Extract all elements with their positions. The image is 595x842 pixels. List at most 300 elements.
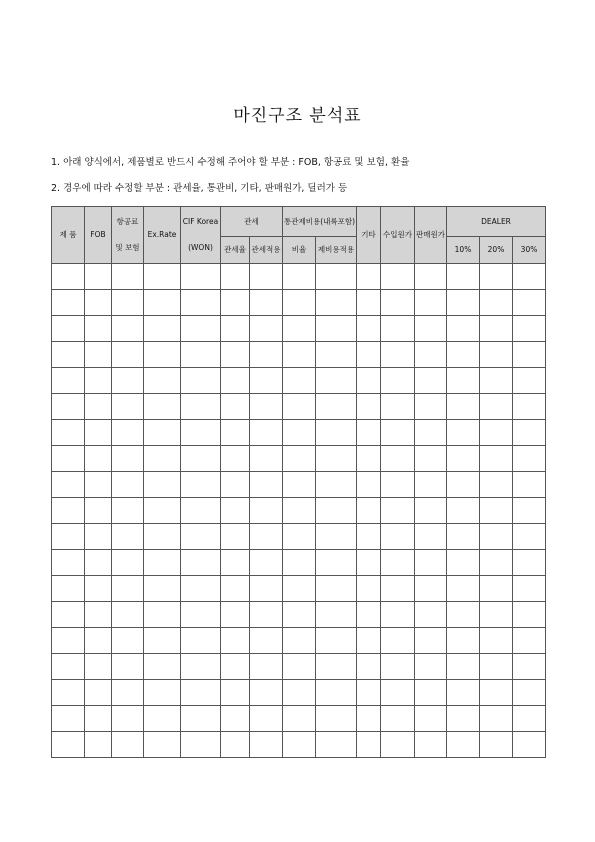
table-cell[interactable] [250,472,283,498]
table-cell[interactable] [250,706,283,732]
table-cell[interactable] [250,550,283,576]
table-cell[interactable] [381,394,415,420]
table-cell[interactable] [221,628,250,654]
table-cell[interactable] [415,446,447,472]
table-cell[interactable] [316,472,357,498]
table-cell[interactable] [250,316,283,342]
table-cell[interactable] [447,394,480,420]
table-cell[interactable] [357,706,381,732]
table-cell[interactable] [381,498,415,524]
table-cell[interactable] [144,732,181,758]
table-cell[interactable] [85,732,112,758]
table-cell[interactable] [415,368,447,394]
table-cell[interactable] [415,550,447,576]
table-cell[interactable] [181,368,221,394]
table-cell[interactable] [52,342,85,368]
table-cell[interactable] [415,524,447,550]
table-cell[interactable] [283,420,316,446]
table-cell[interactable] [283,472,316,498]
table-cell[interactable] [513,602,546,628]
table-cell[interactable] [415,732,447,758]
table-cell[interactable] [316,576,357,602]
table-cell[interactable] [513,576,546,602]
table-cell[interactable] [415,654,447,680]
table-cell[interactable] [513,706,546,732]
table-cell[interactable] [112,290,144,316]
table-cell[interactable] [181,498,221,524]
table-cell[interactable] [144,524,181,550]
table-cell[interactable] [381,420,415,446]
table-cell[interactable] [112,316,144,342]
table-cell[interactable] [52,368,85,394]
table-cell[interactable] [283,316,316,342]
table-cell[interactable] [357,680,381,706]
table-cell[interactable] [283,732,316,758]
table-cell[interactable] [181,420,221,446]
table-cell[interactable] [513,680,546,706]
table-cell[interactable] [316,394,357,420]
table-cell[interactable] [250,290,283,316]
table-cell[interactable] [85,420,112,446]
table-cell[interactable] [316,628,357,654]
table-cell[interactable] [250,576,283,602]
table-cell[interactable] [447,368,480,394]
table-cell[interactable] [283,576,316,602]
table-cell[interactable] [480,576,513,602]
table-row [52,446,546,472]
table-cell[interactable] [144,498,181,524]
table-cell[interactable] [480,602,513,628]
table-cell[interactable] [357,290,381,316]
table-cell[interactable] [221,368,250,394]
table-cell[interactable] [85,290,112,316]
table-cell[interactable] [221,576,250,602]
table-cell[interactable] [221,290,250,316]
table-cell[interactable] [112,342,144,368]
table-cell[interactable] [381,602,415,628]
table-row [52,524,546,550]
table-cell[interactable] [415,342,447,368]
table-cell[interactable] [250,628,283,654]
table-cell[interactable] [480,316,513,342]
table-cell[interactable] [447,472,480,498]
table-cell[interactable] [381,550,415,576]
table-cell[interactable] [181,290,221,316]
table-cell[interactable] [52,420,85,446]
table-cell[interactable] [112,654,144,680]
table-cell[interactable] [513,654,546,680]
table-cell[interactable] [357,342,381,368]
page-title: 마진구조 분석표 [233,106,362,126]
table-cell[interactable] [283,498,316,524]
table-cell[interactable] [513,264,546,290]
table-cell[interactable] [381,342,415,368]
table-cell[interactable] [513,498,546,524]
table-cell[interactable] [316,524,357,550]
table-cell[interactable] [316,290,357,316]
table-cell[interactable] [52,290,85,316]
table-cell[interactable] [181,472,221,498]
table-cell[interactable] [112,524,144,550]
table-cell[interactable] [85,654,112,680]
table-cell[interactable] [316,732,357,758]
table-cell[interactable] [144,290,181,316]
table-cell[interactable] [221,680,250,706]
table-cell[interactable] [513,472,546,498]
table-cell[interactable] [283,290,316,316]
table-cell[interactable] [181,576,221,602]
table-cell[interactable] [381,628,415,654]
table-cell[interactable] [181,342,221,368]
table-cell[interactable] [480,732,513,758]
table-cell[interactable] [283,602,316,628]
table-cell[interactable] [221,394,250,420]
table-cell[interactable] [480,524,513,550]
table-cell[interactable] [181,394,221,420]
table-cell[interactable] [221,654,250,680]
table-cell[interactable] [221,316,250,342]
table-cell[interactable] [52,498,85,524]
table-cell[interactable] [316,446,357,472]
table-cell[interactable] [447,576,480,602]
table-cell[interactable] [85,628,112,654]
table-cell[interactable] [52,264,85,290]
table-cell[interactable] [381,316,415,342]
table-cell[interactable] [357,472,381,498]
table-cell[interactable] [357,628,381,654]
table-cell[interactable] [112,732,144,758]
table-cell[interactable] [480,498,513,524]
table-cell[interactable] [357,498,381,524]
table-cell[interactable] [250,446,283,472]
table-cell[interactable] [447,316,480,342]
table-cell[interactable] [250,394,283,420]
table-cell[interactable] [381,680,415,706]
table-cell[interactable] [221,732,250,758]
table-cell[interactable] [250,420,283,446]
table-row [52,420,546,446]
table-cell[interactable] [144,706,181,732]
table-cell[interactable] [447,732,480,758]
table-cell[interactable] [357,368,381,394]
table-cell[interactable] [52,732,85,758]
table-cell[interactable] [144,576,181,602]
table-cell[interactable] [250,524,283,550]
table-body [52,264,546,758]
table-cell[interactable] [415,420,447,446]
table-cell[interactable] [144,680,181,706]
table-cell[interactable] [181,628,221,654]
table-cell[interactable] [112,472,144,498]
table-cell[interactable] [221,550,250,576]
table-cell[interactable] [181,446,221,472]
table-cell[interactable] [52,550,85,576]
table-cell[interactable] [357,732,381,758]
table-cell[interactable] [415,316,447,342]
table-cell[interactable] [381,368,415,394]
table-cell[interactable] [480,394,513,420]
table-cell[interactable] [283,394,316,420]
table-cell[interactable] [316,680,357,706]
table-cell[interactable] [181,602,221,628]
table-cell[interactable] [357,264,381,290]
table-cell[interactable] [52,524,85,550]
table-cell[interactable] [52,680,85,706]
table-cell[interactable] [144,368,181,394]
table-cell[interactable] [415,264,447,290]
header-customs: 관세 [221,207,283,237]
table-cell[interactable] [144,264,181,290]
table-cell[interactable] [513,316,546,342]
table-cell[interactable] [85,524,112,550]
header-airfare-line2: 및 보험 [115,243,140,252]
table-cell[interactable] [181,732,221,758]
table-cell[interactable] [447,628,480,654]
table-cell[interactable] [250,680,283,706]
table-cell[interactable] [181,706,221,732]
table-cell[interactable] [480,550,513,576]
table-cell[interactable] [381,524,415,550]
table-cell[interactable] [85,706,112,732]
table-cell[interactable] [415,576,447,602]
table-cell[interactable] [316,264,357,290]
table-cell[interactable] [357,420,381,446]
table-cell[interactable] [112,706,144,732]
table-cell[interactable] [144,420,181,446]
table-cell[interactable] [357,316,381,342]
table-cell[interactable] [480,342,513,368]
table-cell[interactable] [357,524,381,550]
table-cell[interactable] [283,654,316,680]
table-cell[interactable] [52,472,85,498]
table-cell[interactable] [85,342,112,368]
table-cell[interactable] [480,680,513,706]
table-cell[interactable] [144,654,181,680]
table-cell[interactable] [447,654,480,680]
table-cell[interactable] [144,628,181,654]
table-cell[interactable] [52,654,85,680]
table-cell[interactable] [316,706,357,732]
table-cell[interactable] [480,264,513,290]
table-cell[interactable] [112,550,144,576]
header-sales-cost: 판매원가 [415,207,447,264]
table-cell[interactable] [85,602,112,628]
table-cell[interactable] [513,732,546,758]
table-cell[interactable] [250,602,283,628]
table-cell[interactable] [144,472,181,498]
table-cell[interactable] [221,706,250,732]
table-cell[interactable] [283,342,316,368]
header-cif-korea [181,207,221,264]
table-cell[interactable] [415,290,447,316]
table-cell[interactable] [415,472,447,498]
table-cell[interactable] [112,264,144,290]
table-cell[interactable] [316,420,357,446]
table-cell[interactable] [112,602,144,628]
table-cell[interactable] [112,498,144,524]
table-row [52,394,546,420]
table-cell[interactable] [447,524,480,550]
table-cell[interactable] [221,524,250,550]
table-cell[interactable] [221,602,250,628]
table-cell[interactable] [381,290,415,316]
table-cell[interactable] [357,602,381,628]
table-cell[interactable] [513,368,546,394]
table-cell[interactable] [283,368,316,394]
table-cell[interactable] [221,446,250,472]
table-cell[interactable] [357,654,381,680]
table-cell[interactable] [381,446,415,472]
table-cell[interactable] [415,498,447,524]
table-cell[interactable] [316,602,357,628]
table-cell[interactable] [316,550,357,576]
table-cell[interactable] [112,576,144,602]
table-cell[interactable] [221,342,250,368]
table-cell[interactable] [447,680,480,706]
table-cell[interactable] [112,368,144,394]
table-cell[interactable] [283,524,316,550]
table-cell[interactable] [85,550,112,576]
table-cell[interactable] [480,290,513,316]
table-cell[interactable] [112,628,144,654]
table-cell[interactable] [513,342,546,368]
table-cell[interactable] [513,524,546,550]
table-cell[interactable] [181,550,221,576]
table-cell[interactable] [112,394,144,420]
table-cell[interactable] [447,290,480,316]
table-cell[interactable] [447,498,480,524]
table-cell[interactable] [381,654,415,680]
table-cell[interactable] [447,706,480,732]
table-cell[interactable] [283,264,316,290]
header-fob: FOB [85,207,112,264]
table-cell[interactable] [250,654,283,680]
table-cell[interactable] [221,420,250,446]
table-cell[interactable] [513,420,546,446]
table-cell[interactable] [513,290,546,316]
table-cell[interactable] [144,394,181,420]
table-cell[interactable] [316,498,357,524]
table-cell[interactable] [144,316,181,342]
table-cell[interactable] [283,706,316,732]
table-cell[interactable] [283,550,316,576]
table-cell[interactable] [52,394,85,420]
table-cell[interactable] [52,602,85,628]
table-cell[interactable] [381,264,415,290]
table-cell[interactable] [283,446,316,472]
table-cell[interactable] [513,550,546,576]
table-cell[interactable] [85,472,112,498]
table-cell[interactable] [357,446,381,472]
table-cell[interactable] [144,446,181,472]
table-cell[interactable] [447,446,480,472]
table-cell[interactable] [480,368,513,394]
table-cell[interactable] [381,732,415,758]
table-cell[interactable] [52,706,85,732]
table-cell[interactable] [85,498,112,524]
table-cell[interactable] [221,264,250,290]
table-cell[interactable] [283,680,316,706]
table-cell[interactable] [85,576,112,602]
table-cell[interactable] [52,576,85,602]
table-row [52,576,546,602]
table-row [52,550,546,576]
table-cell[interactable] [112,420,144,446]
table-cell[interactable] [480,420,513,446]
table-cell[interactable] [415,680,447,706]
table-cell[interactable] [144,550,181,576]
table-cell[interactable] [85,446,112,472]
table-cell[interactable] [415,394,447,420]
table-cell[interactable] [316,316,357,342]
table-cell[interactable] [250,264,283,290]
table-cell[interactable] [447,420,480,446]
table-cell[interactable] [357,576,381,602]
table-cell[interactable] [112,446,144,472]
table-cell[interactable] [283,628,316,654]
table-cell[interactable] [250,368,283,394]
table-cell[interactable] [112,680,144,706]
table-cell[interactable] [181,680,221,706]
table-cell[interactable] [250,732,283,758]
table-cell[interactable] [85,394,112,420]
table-cell[interactable] [357,550,381,576]
table-cell[interactable] [85,368,112,394]
table-cell[interactable] [181,264,221,290]
table-cell[interactable] [85,680,112,706]
table-cell[interactable] [513,394,546,420]
table-cell[interactable] [480,446,513,472]
table-cell[interactable] [85,264,112,290]
header-clearance-costs: 통관제비용(내륙포함) [283,207,357,237]
table-cell[interactable] [85,316,112,342]
table-cell[interactable] [181,316,221,342]
table-cell[interactable] [447,550,480,576]
table-cell[interactable] [381,576,415,602]
table-cell[interactable] [381,706,415,732]
table-cell[interactable] [181,654,221,680]
table-cell[interactable] [221,472,250,498]
table-cell[interactable] [144,602,181,628]
table-cell[interactable] [52,446,85,472]
table-cell[interactable] [480,472,513,498]
table-cell[interactable] [415,628,447,654]
table-cell[interactable] [52,316,85,342]
table-cell[interactable] [357,394,381,420]
table-cell[interactable] [415,706,447,732]
table-cell[interactable] [447,602,480,628]
table-cell[interactable] [513,628,546,654]
table-cell[interactable] [415,602,447,628]
table-cell[interactable] [480,628,513,654]
table-cell[interactable] [447,264,480,290]
table-cell[interactable] [52,628,85,654]
table-cell[interactable] [316,654,357,680]
table-cell[interactable] [181,524,221,550]
table-cell[interactable] [144,342,181,368]
table-cell[interactable] [447,342,480,368]
table-cell[interactable] [316,342,357,368]
table-cell[interactable] [221,498,250,524]
table-cell[interactable] [480,706,513,732]
table-row [52,628,546,654]
table-cell[interactable] [513,446,546,472]
table-cell[interactable] [250,342,283,368]
table-cell[interactable] [316,368,357,394]
table-cell[interactable] [480,654,513,680]
table-cell[interactable] [250,498,283,524]
table-cell[interactable] [381,472,415,498]
